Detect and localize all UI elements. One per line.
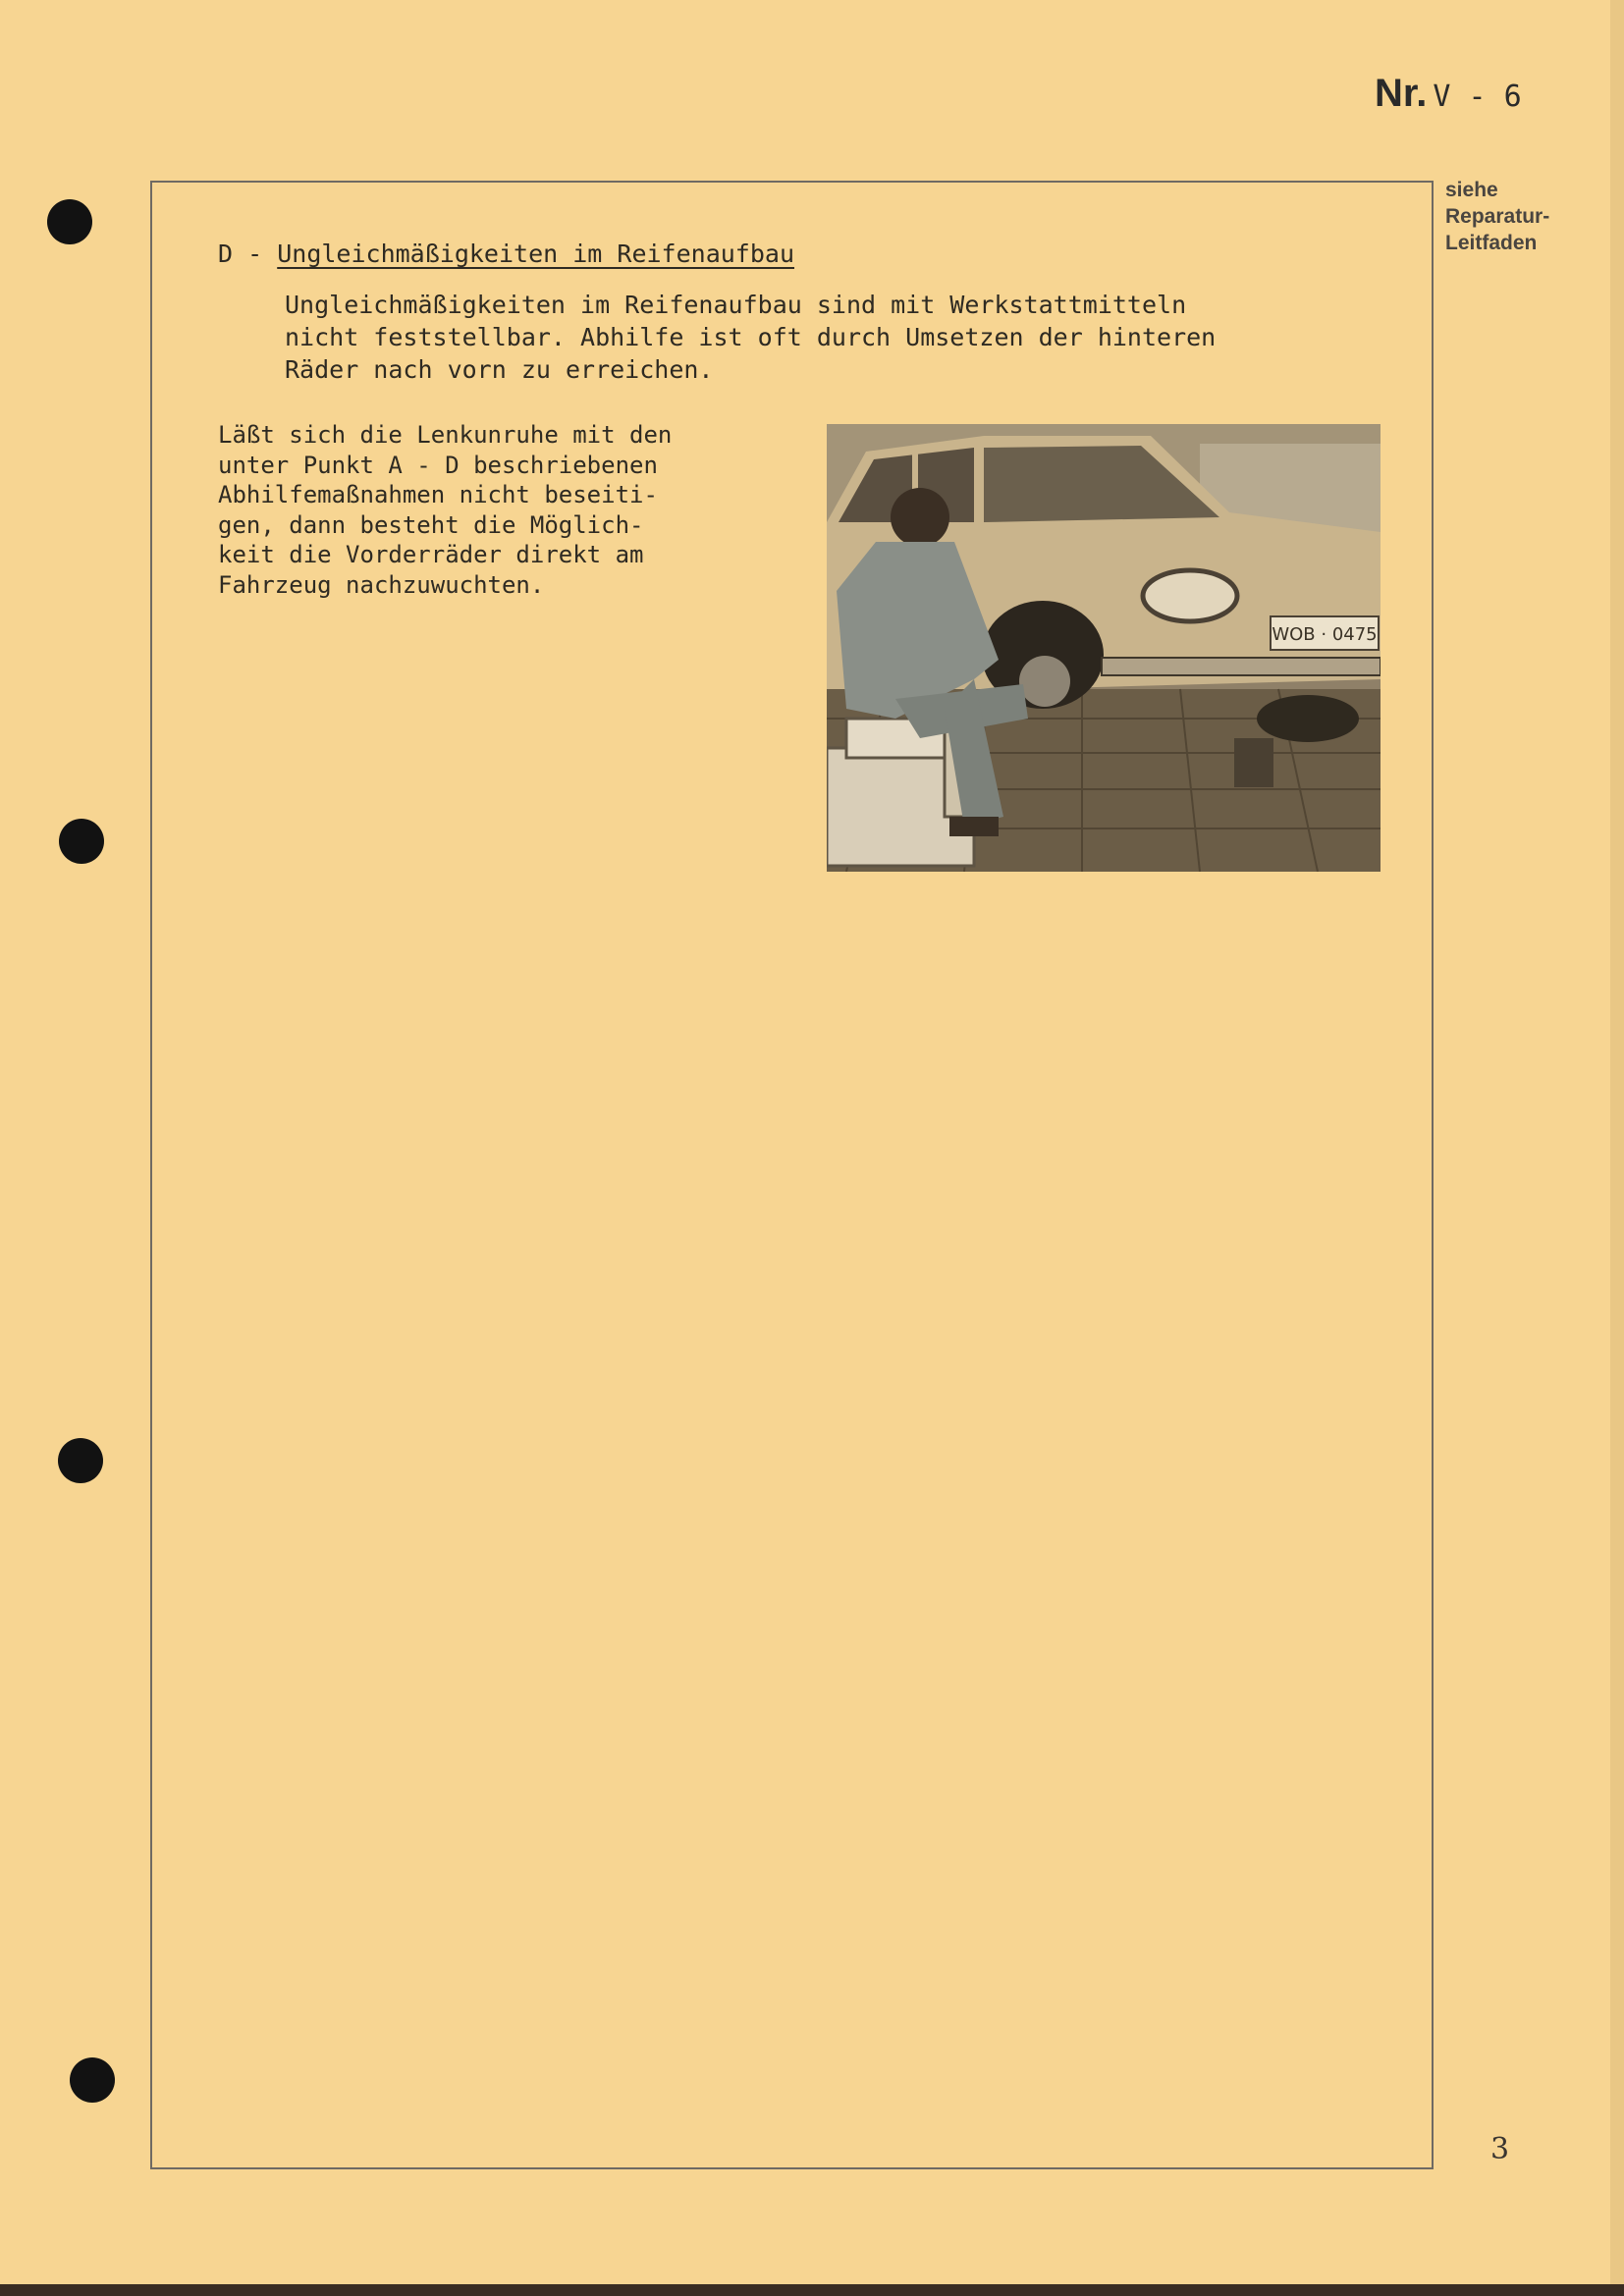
paragraph-line: nicht feststellbar. Abhilfe ist oft durch Umsetzen der hinteren bbox=[285, 323, 1217, 351]
page-number: 3 bbox=[1490, 2132, 1510, 2166]
punch-hole-3 bbox=[58, 1438, 103, 1483]
paragraph-1 bbox=[285, 289, 1216, 386]
paragraph-line: gen, dann besteht die Möglich- bbox=[218, 510, 644, 539]
paragraph-line: Räder nach vorn zu erreichen. bbox=[285, 355, 714, 384]
side-note-line: Leitfaden bbox=[1445, 232, 1538, 254]
paragraph-line: Ungleichmäßigkeiten im Reifenaufbau sind mit Werkstattmitteln bbox=[285, 291, 1187, 319]
paragraph-line: keit die Vorderräder direkt am bbox=[218, 541, 644, 568]
wheel-balancing-photo bbox=[827, 424, 1380, 872]
punch-hole-2 bbox=[59, 819, 104, 864]
paper-edge-bottom bbox=[0, 2284, 1624, 2296]
document-number-label: Nr. bbox=[1375, 72, 1428, 115]
paragraph-line: Läßt sich die Lenkunruhe mit den bbox=[218, 421, 673, 449]
punch-hole-4 bbox=[70, 2057, 115, 2103]
licence-plate-text: WOB · 0475 bbox=[1272, 624, 1378, 645]
punch-hole-1 bbox=[47, 199, 92, 244]
photo-illustration bbox=[827, 424, 1380, 872]
section-prefix: D - bbox=[218, 240, 263, 268]
paragraph-line: Fahrzeug nachzuwuchten. bbox=[218, 570, 545, 599]
section-heading bbox=[218, 240, 794, 268]
side-note-line: Reparatur- bbox=[1445, 205, 1550, 228]
document-number-value: V - 6 bbox=[1433, 80, 1522, 114]
paragraph-line: Abhilfemaßnahmen nicht beseiti- bbox=[218, 481, 658, 508]
document-number bbox=[1375, 71, 1522, 116]
section-title: Ungleichmäßigkeiten im Reifenaufbau bbox=[277, 240, 795, 268]
side-note bbox=[1445, 177, 1612, 256]
paragraph-2 bbox=[218, 420, 672, 600]
paper-edge-right bbox=[1610, 0, 1624, 2296]
paragraph-line: unter Punkt A - D beschriebenen bbox=[218, 451, 658, 479]
side-note-line: siehe bbox=[1445, 179, 1498, 201]
